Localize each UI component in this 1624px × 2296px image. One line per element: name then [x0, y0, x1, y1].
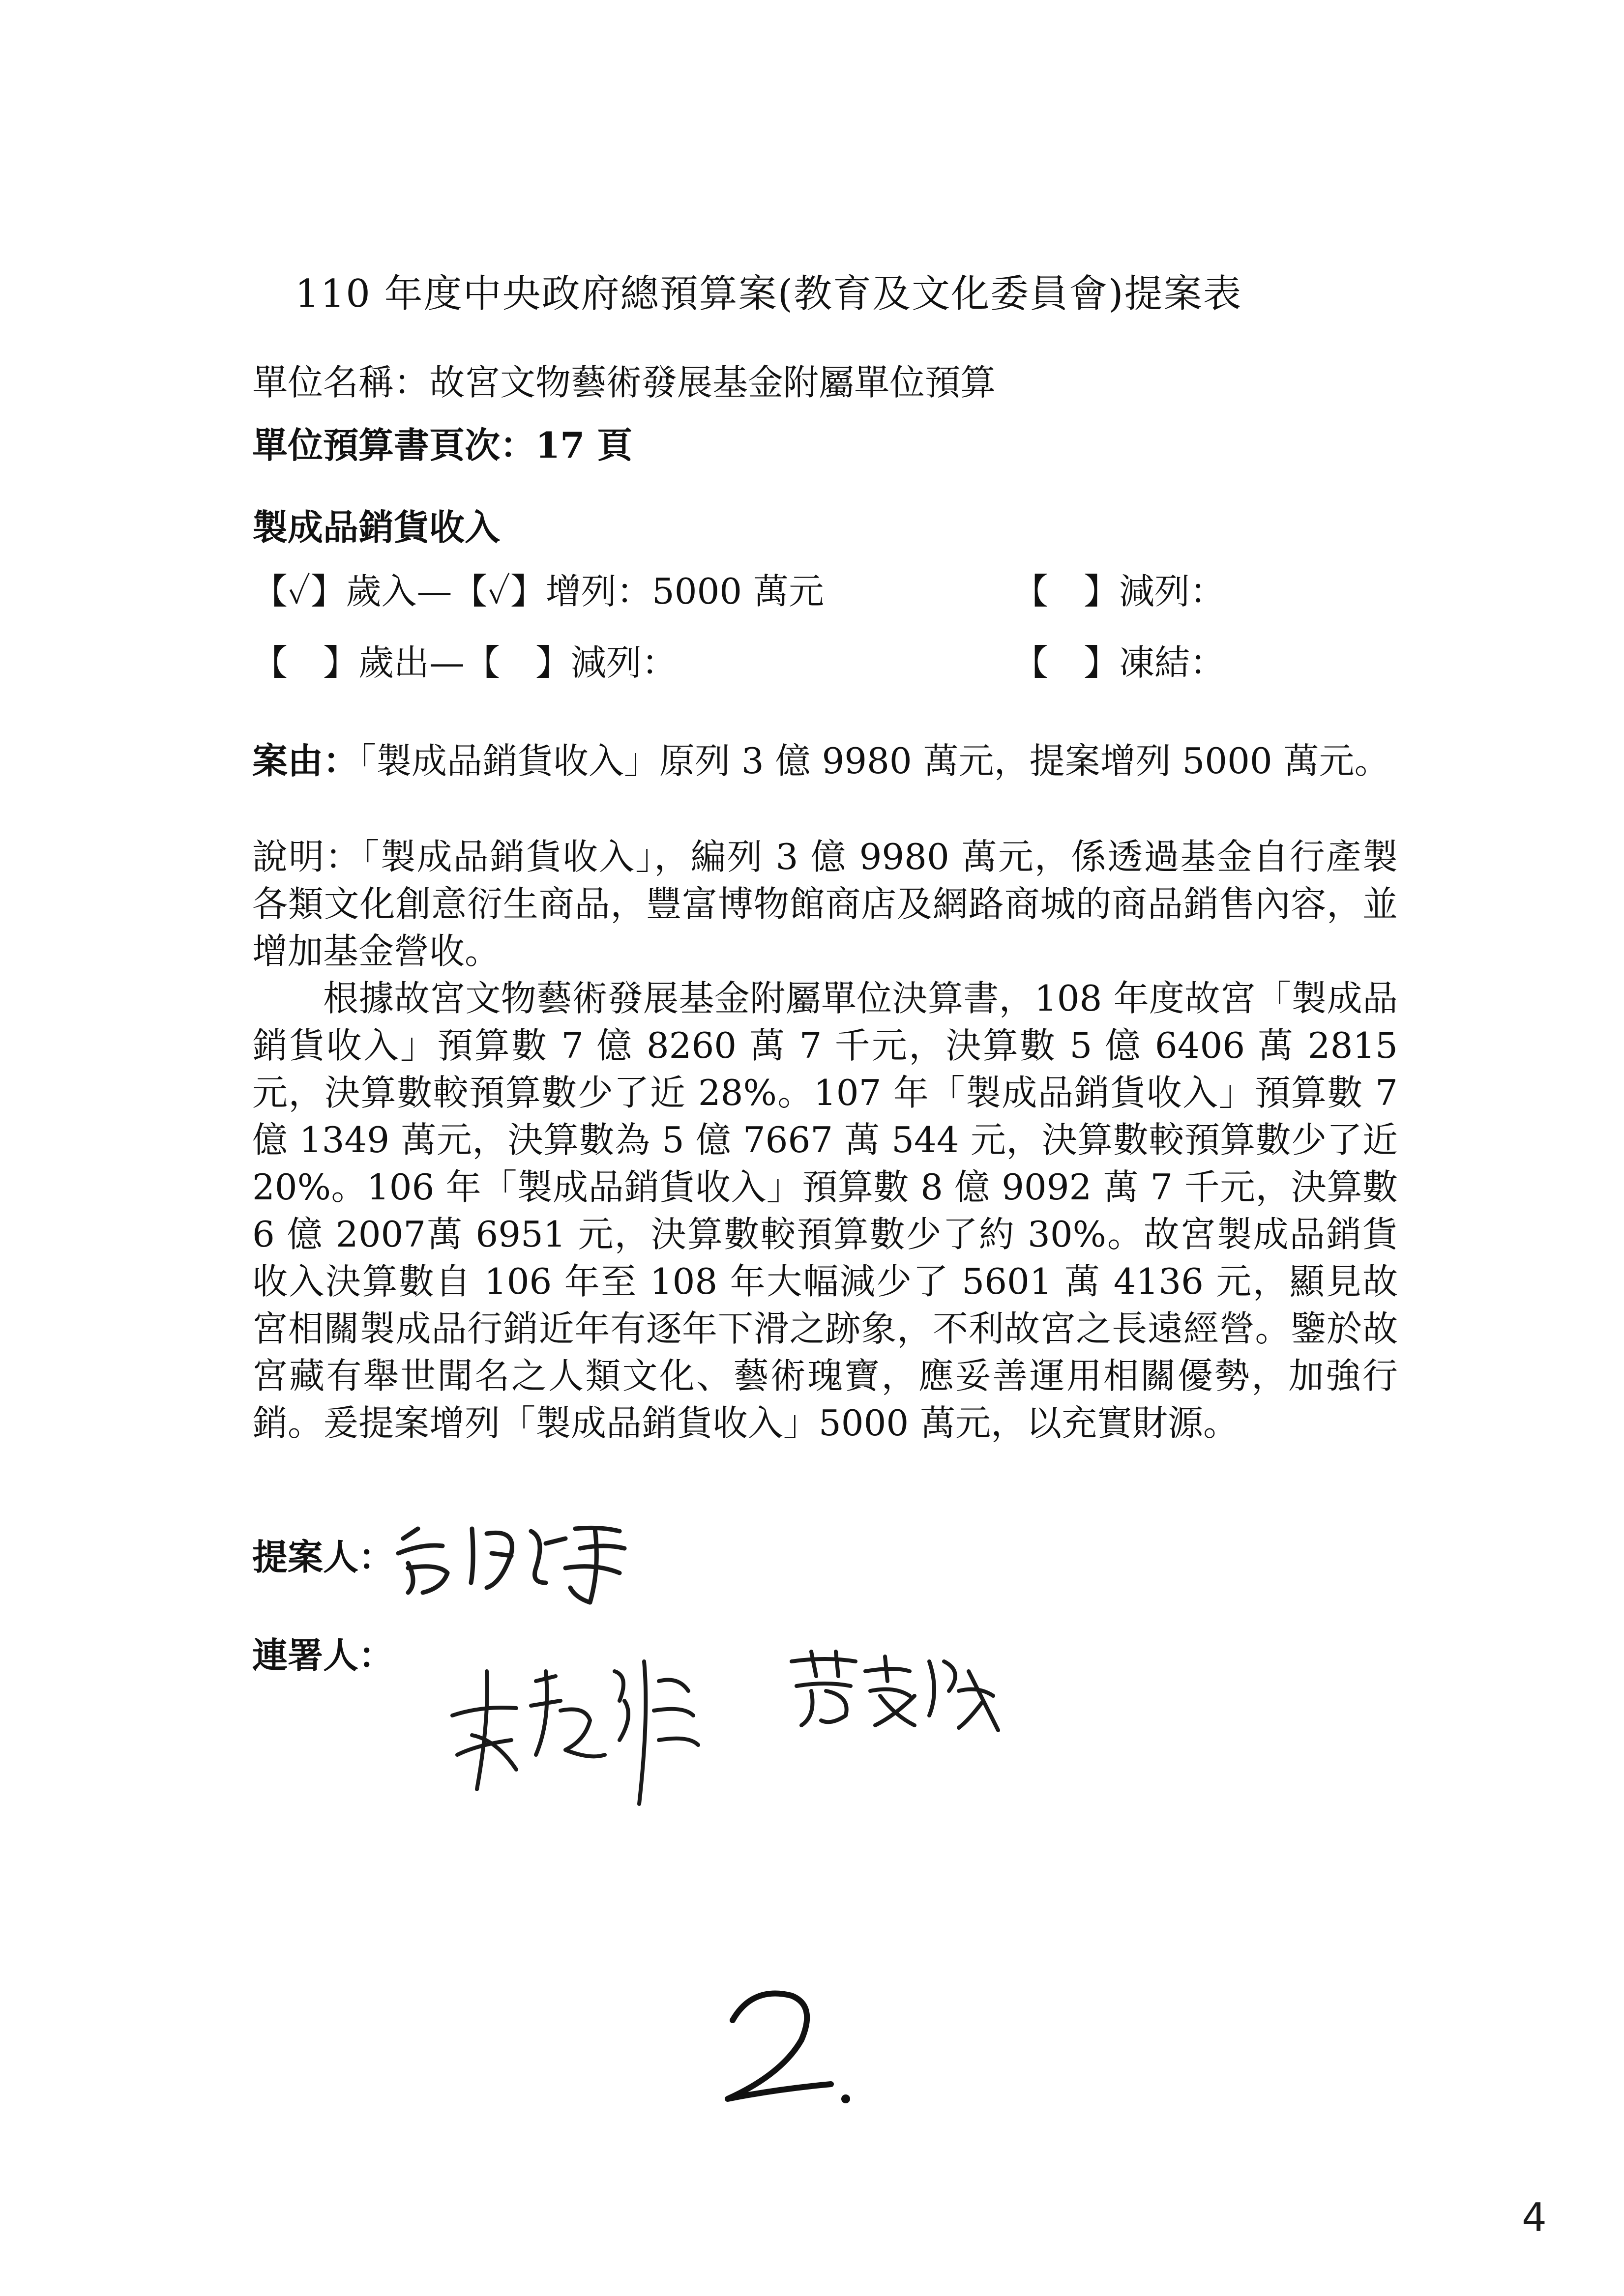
- item-heading: 製成品銷貨收入: [252, 506, 501, 548]
- explanation-paragraph-2: 根據故宮文物藝術發展基金附屬單位決算書，108 年度故宮「製成品銷貨收入」預算數 7 億 8260 萬 7 千元，決算數 5 億 6406 萬 2815 元，決算數較預算數少了近 28%。107 年「製成品銷貨收入」預算數 7 億 1349 萬元，決算數為 5 億 7667 萬 544 元，決算數較預算數少了近 20%。106 年「製成品銷貨收入」預算數 8 億 9092 萬 7 千元，決算數 6 億 2007萬 6951 元，決算數較預算數少了約 30%。故宮製成品銷貨收入決算數自 106 年至 108 年大幅減少了 5601 萬 4136 元，顯見故宮相關製成品行銷近年有逐年下滑之跡象，不利故宮之長遠經營。鑒於故宮藏有舉世聞名之人類文化、藝術瑰寶，應妥善運用相關優勢，加強行銷。爰提案增列「製成品銷貨收入」5000 萬元，以充實財源。: [252, 978, 1398, 1444]
- reason: [252, 732, 1390, 784]
- unit-name: 單位名稱：故宮文物藝術發展基金附屬單位預算: [252, 362, 996, 403]
- page-number: 4: [1522, 2195, 1547, 2240]
- page-reference: 單位預算書頁次：17 頁: [252, 424, 633, 466]
- page-title: 110 年度中央政府總預算案(教育及文化委員會)提案表: [295, 272, 1242, 316]
- checkbox-row-revenue-increase: 【✓】歲入—【✓】增列：5000 萬元: [252, 571, 825, 612]
- proposer-signature: [388, 1509, 644, 1607]
- explanation-p1-text: 「製成品銷貨收入」，編列 3 億 9980 萬元，係透過基金自行產製各類文化創意衍生商品，豐富博物館商店及網路商城的商品銷售內容，並增加基金營收。: [252, 836, 1398, 972]
- cosigner-signature-2: [782, 1642, 1008, 1740]
- explanation: [252, 833, 1398, 1447]
- checkbox-row-expenditure-decrease: 【 】歲出—【 】減列：: [252, 642, 678, 683]
- reason-label: 案由：: [252, 740, 359, 782]
- checkbox-row-decrease: 【 】減列：: [1013, 571, 1226, 612]
- proposer-label: 提案人：: [252, 1536, 394, 1578]
- cosigner-signature-1: [443, 1642, 747, 1809]
- reason-text: 「製成品銷貨收入」原列 3 億 9980 萬元，提案增列 5000 萬元。: [358, 740, 1390, 782]
- cosigner-label: 連署人：: [252, 1634, 394, 1676]
- explanation-paragraph-1: [252, 833, 1398, 975]
- handwritten-item-number: [708, 1976, 865, 2114]
- explanation-label: 說明：: [252, 836, 362, 877]
- checkbox-row-freeze: 【 】凍結：: [1013, 642, 1226, 683]
